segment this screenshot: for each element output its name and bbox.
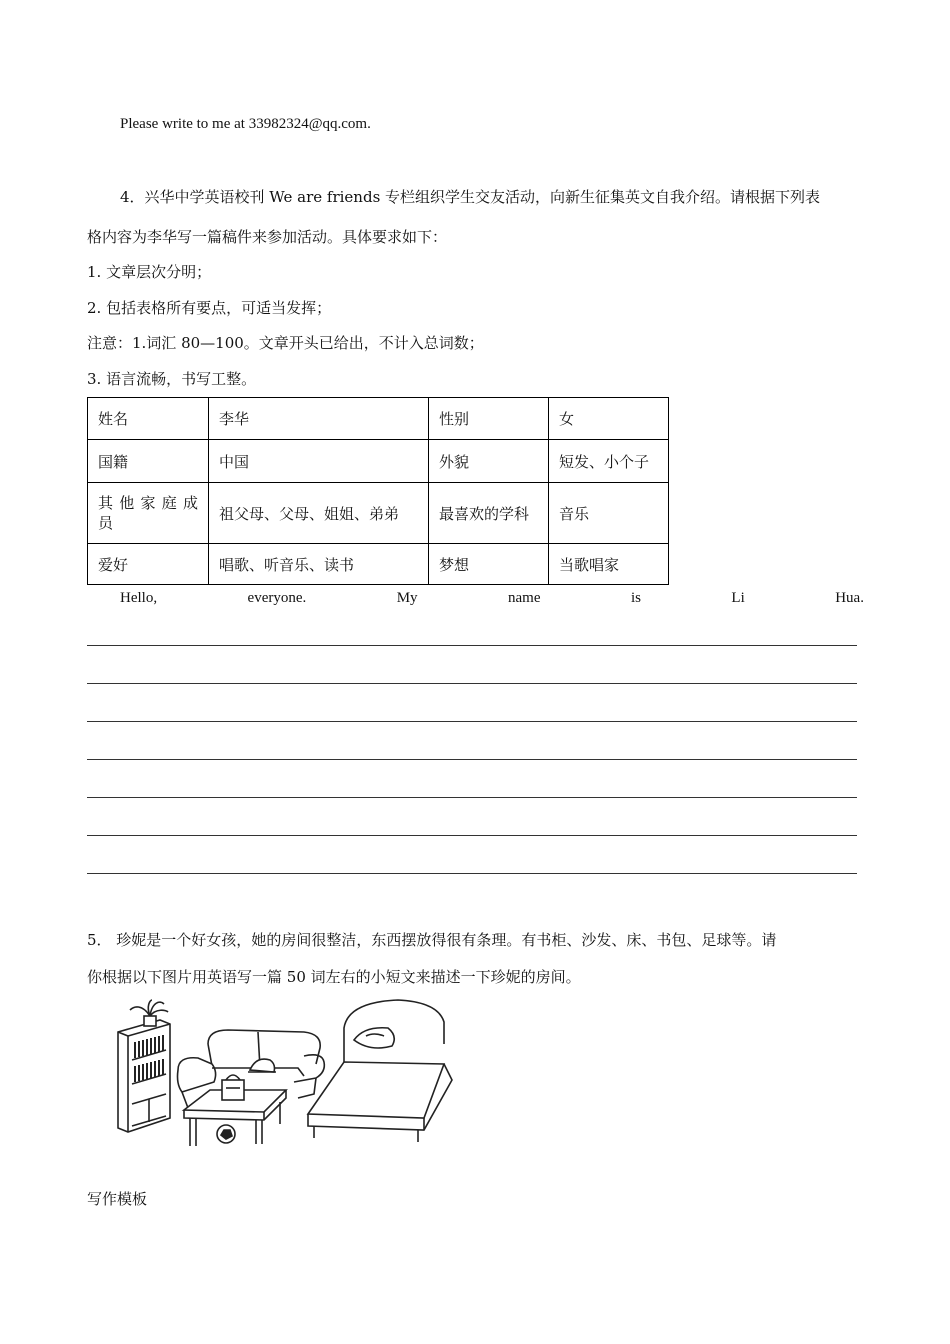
football-icon <box>217 1125 235 1143</box>
answer-line[interactable] <box>87 645 857 646</box>
cap-icon <box>248 1059 276 1072</box>
table-cell: 性别 <box>429 398 549 440</box>
answer-line[interactable] <box>87 873 857 874</box>
template-heading: 写作模板 <box>87 1190 148 1208</box>
q5-line2: 你根据以下图片用英语写一篇 50 词左右的小短文来描述一下珍妮的房间。 <box>87 968 581 986</box>
room-illustration <box>108 998 468 1154</box>
table-cell: 爱好 <box>88 544 209 585</box>
answer-line[interactable] <box>87 721 857 722</box>
bed-icon <box>308 1000 452 1142</box>
table-row <box>88 440 669 483</box>
q4-req3: 3. 语言流畅，书写工整。 <box>87 370 257 388</box>
opening-word: is <box>630 590 641 606</box>
opening-sentence <box>120 590 864 607</box>
table-row <box>88 483 669 544</box>
info-table <box>87 397 669 585</box>
table-cell: 祖父母、父母、姐姐、弟弟 <box>209 483 429 544</box>
table-cell: 其 他 家 庭 成 员 <box>88 483 209 544</box>
opening-word: My <box>396 590 418 606</box>
q5-line1: 5． 珍妮是一个好女孩，她的房间很整洁，东西摆放得很有条理。有书柜、沙发、床、书包、足球等。请 <box>87 931 777 949</box>
q4-req2: 2. 包括表格所有要点，可适当发挥； <box>87 299 332 317</box>
email-note: Please write to me at 33982324@qq.com. <box>120 116 371 132</box>
table-cell: 中国 <box>209 440 429 483</box>
table-cell: 姓名 <box>88 398 209 440</box>
pillow-icon <box>354 1028 394 1048</box>
opening-word: Li <box>731 590 745 606</box>
table-cell: 外貌 <box>429 440 549 483</box>
q4-note: 注意：1.词汇 80—100。文章开头已给出，不计入总词数； <box>87 334 484 352</box>
table-cell: 女 <box>549 398 669 440</box>
answer-line[interactable] <box>87 759 857 760</box>
schoolbag-icon <box>222 1075 244 1100</box>
table-row <box>88 544 669 585</box>
table-row <box>88 398 669 440</box>
answer-line[interactable] <box>87 835 857 836</box>
table-cell: 音乐 <box>549 483 669 544</box>
table-cell: 梦想 <box>429 544 549 585</box>
q4-req1: 1. 文章层次分明； <box>87 263 212 281</box>
table-cell: 唱歌、听音乐、读书 <box>209 544 429 585</box>
table-cell: 最喜欢的学科 <box>429 483 549 544</box>
table-cell: 当歌唱家 <box>549 544 669 585</box>
opening-word: Hua. <box>835 590 864 606</box>
opening-word: Hello, <box>120 590 158 606</box>
answer-line[interactable] <box>87 683 857 684</box>
answer-line[interactable] <box>87 797 857 798</box>
table-cell: 短发、小个子 <box>549 440 669 483</box>
q4-intro-line2: 格内容为李华写一篇稿件来参加活动。具体要求如下： <box>87 228 448 246</box>
opening-word: everyone. <box>247 590 307 606</box>
bookcase-icon <box>118 1020 170 1132</box>
table-cell: 李华 <box>209 398 429 440</box>
table-cell: 国籍 <box>88 440 209 483</box>
q4-intro-line1: 4．兴华中学英语校刊 We are friends 专栏组织学生交友活动，向新生征集英文自我介绍。请根据下列表 <box>120 188 821 206</box>
opening-word: name <box>508 590 541 606</box>
